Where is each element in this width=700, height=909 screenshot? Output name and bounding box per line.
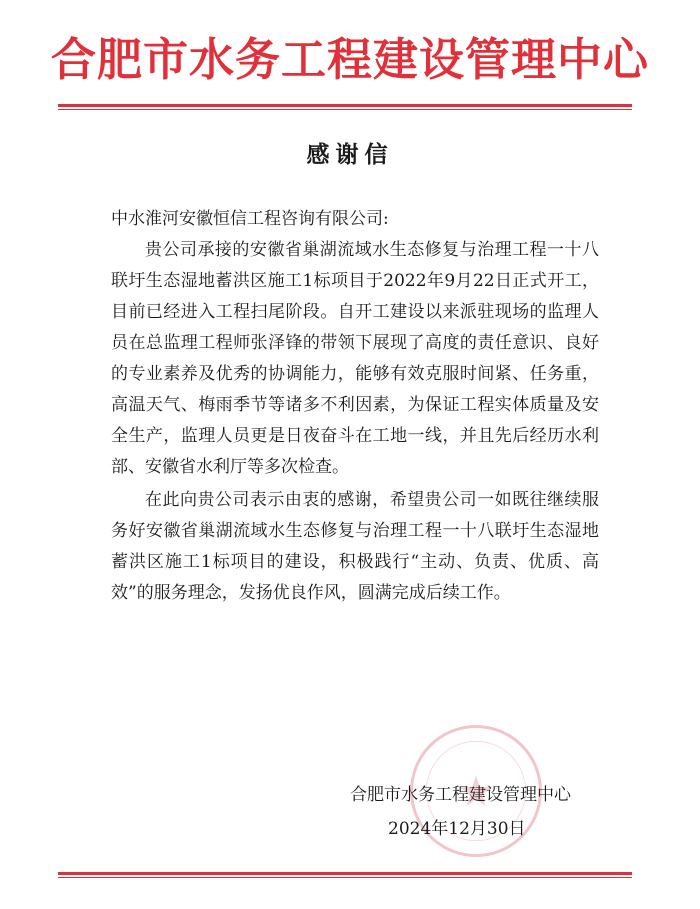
- letterhead-title: 合肥市水务工程建设管理中心: [50, 33, 649, 86]
- letter-title: 感谢信: [306, 142, 394, 168]
- letter-body: [111, 204, 599, 609]
- letter-salutation: 中水淮河安徽恒信工程咨询有限公司:: [111, 209, 389, 229]
- letterhead-divider-thin: [58, 109, 632, 110]
- signature-organization: 合肥市水务工程建设管理中心: [350, 785, 571, 805]
- footer-divider-thin: [58, 877, 632, 878]
- letter-paragraph-1: 贵公司承接的安徽省巢湖流域水生态修复与治理工程一十八联圩生态湿地蓄洪区施工1标项目于2022年9月22日正式开工，目前已经进入工程扫尾阶段。自开工建设以来派驻现场的监理人员在总监理工程师张泽锋的带领下展现了高度的责任意识、良好的专业素养及优秀的协调能力，能够有效克服时间紧、任务重，高温天气、梅雨季节等诸多不利因素，为保证工程实体质量及安全生产，监理人员更是日夜奋斗在工地一线，并且先后经历水利部、安徽省水利厅等多次检查。: [111, 240, 599, 477]
- footer-divider-thick: [58, 872, 632, 875]
- signature-date: 2024年12月30日: [388, 819, 526, 839]
- letterhead-divider-thick: [58, 104, 632, 107]
- letter-paragraph-2: 在此向贵公司表示由衷的感谢，希望贵公司一如既往继续服务好安徽省巢湖流域水生态修复与治理工程一十八联圩生态湿地蓄洪区施工1标项目的建设，积极践行“主动、负责、优质、高效”的服务理念，发扬优良作风，圆满完成后续工作。: [111, 490, 599, 603]
